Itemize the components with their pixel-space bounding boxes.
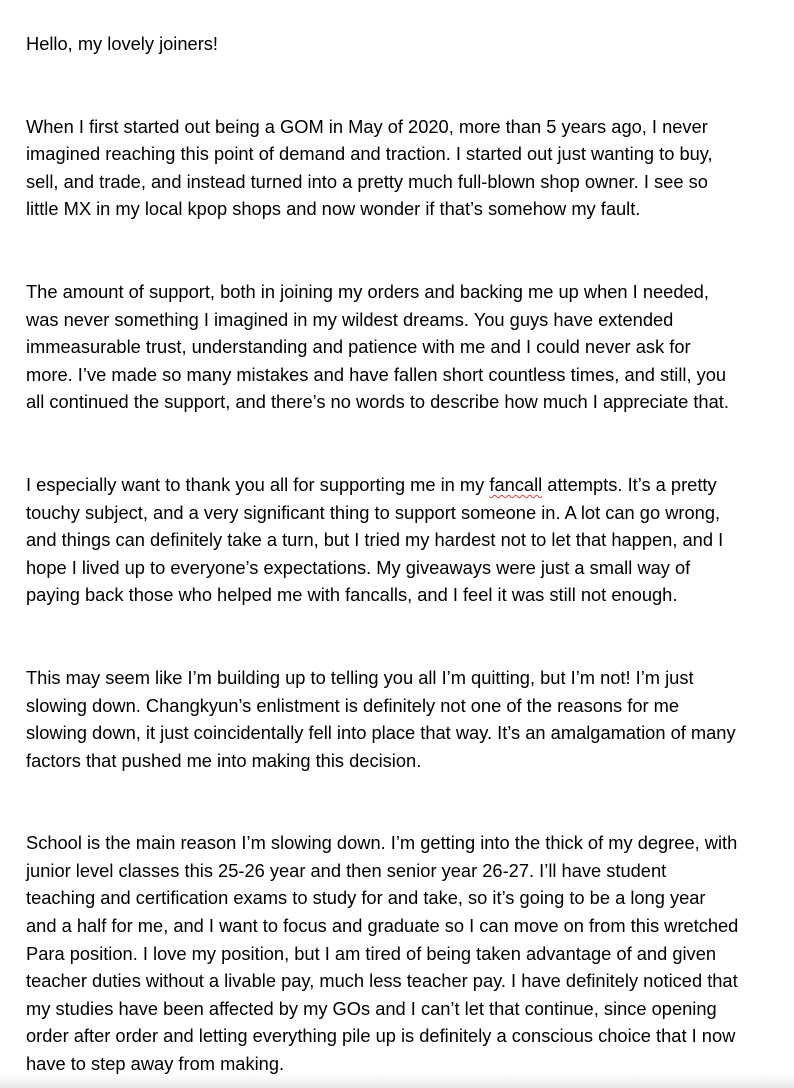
spellcheck-flagged-word[interactable]: fancall: [489, 473, 543, 495]
text-line: have to step away from making.: [26, 1053, 285, 1075]
text-line: This may seem like I’m building up to telling you all I’m quitting, but I’m not! I’m just: [26, 666, 694, 688]
page-bottom-edge: [0, 1074, 794, 1088]
text-segment: I especially want to thank you all for supporting me in my: [26, 473, 490, 495]
greeting: Hello, my lovely joiners!: [26, 33, 219, 54]
text-line: was never something I imagined in my wildest dreams. You guys have extended: [26, 308, 674, 330]
text-line: When I first started out being a GOM in May of 2020, more than 5 years ago, I never: [26, 115, 708, 137]
text-line: and things can definitely take a turn, but I tried my hardest not to let that happen, and I: [26, 529, 724, 551]
text-line: all continued the support, and there’s no words to describe how much I appreciate that.: [26, 391, 729, 413]
text-line: teacher duties without a livable pay, much less teacher pay. I have definitely noticed that: [26, 970, 738, 992]
text-line: hope I lived up to everyone’s expectations. My giveaways were just a small way of: [26, 556, 691, 578]
text-line: junior level classes this 25-26 year and then senior year 26-27. I’ll have student: [26, 859, 667, 881]
paragraph-gom-history: [26, 113, 780, 223]
text-line: Para position. I love my position, but I am tired of being taken advantage of and given: [26, 942, 717, 964]
paragraph-support: [26, 278, 780, 416]
text-line: paying back those who helped me with fancalls, and I feel it was still not enough.: [26, 584, 678, 606]
text-line: little MX in my local kpop shops and now wonder if that’s somehow my fault.: [26, 198, 641, 220]
text-line: and a half for me, and I want to focus and graduate so I can move on from this wretched: [26, 915, 739, 937]
text-line: factors that pushed me into making this decision.: [26, 749, 422, 771]
text-line: teaching and certification exams to study for and take, so it’s going to be a long year: [26, 887, 706, 909]
text-line: imagined reaching this point of demand and traction. I started out just wanting to buy,: [26, 143, 713, 165]
text-line: School is the main reason I’m slowing down. I’m getting into the thick of my degree, with: [26, 832, 738, 854]
text-line: immeasurable trust, understanding and patience with me and I could never ask for: [26, 336, 691, 358]
text-segment: attempts. It’s a pretty: [542, 473, 717, 495]
text-line: more. I’ve made so many mistakes and have fallen short countless times, and still, you: [26, 363, 727, 385]
text-line: [26, 471, 780, 499]
document-page: [26, 30, 780, 1078]
text-line: sell, and trade, and instead turned into a pretty much full-blown shop owner. I see so: [26, 170, 708, 192]
paragraph-fancalls: [26, 471, 780, 609]
text-line: slowing down, it just coincidentally fell into place that way. It’s an amalgamation of many: [26, 722, 736, 744]
text-line: The amount of support, both in joining my orders and backing me up when I needed,: [26, 280, 709, 302]
text-line: touchy subject, and a very significant thing to support someone in. A lot can go wrong,: [26, 501, 721, 523]
paragraph-school: [26, 829, 780, 1077]
paragraph-slowing-down: [26, 664, 780, 774]
text-line: order after order and letting everything pile up is definitely a conscious choice that I now: [26, 1025, 736, 1047]
text-line: slowing down. Changkyun’s enlistment is definitely not one of the reasons for me: [26, 694, 680, 716]
text-line: my studies have been affected by my GOs and I can’t let that continue, since opening: [26, 997, 717, 1019]
